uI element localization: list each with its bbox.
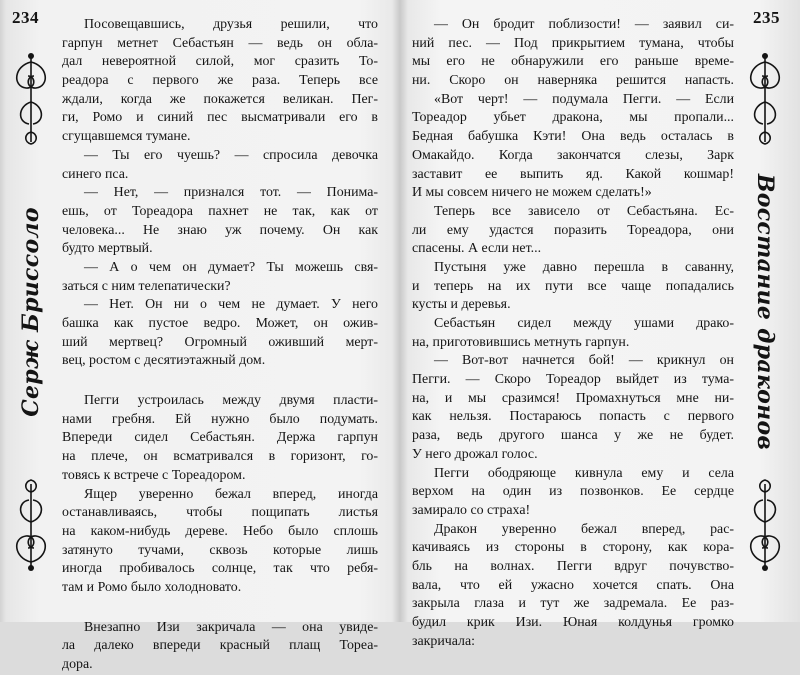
- text-line: и теперь на их пути все чаще попадались: [412, 278, 734, 294]
- text-line: Пегги ободряюще кивнула ему и села: [434, 465, 734, 481]
- text-line: гарпун метнет Себастьян — ведь он обла-: [62, 35, 378, 51]
- text-line: ли ему удастся поразить Тореадора, они: [412, 222, 734, 238]
- text-line: Пустыня уже давно перешла в саванну,: [434, 259, 734, 275]
- text-line: ешь, от Тореадора пахнет не так, как от: [62, 203, 378, 219]
- text-line: нами гребня. Ей нужно было подумать.: [62, 411, 378, 427]
- text-line: закричала:: [412, 633, 476, 649]
- text-line: Пегги устроилась между двумя пласти-: [84, 393, 378, 409]
- text-line: — Он бродит поблизости! — заявил си-: [434, 17, 734, 32]
- text-line: Омакайдо. Когда закончатся слезы, Зарк: [412, 147, 734, 163]
- text-line: будил крик Изи. Юная колдунья громко: [412, 615, 734, 630]
- text-line: — Нет, — признался тот. — Понима-: [84, 185, 378, 201]
- text-line: иногда пробивалось солнце, так что ребя-: [62, 561, 378, 577]
- right-page: [402, 0, 800, 649]
- page-number: 235: [753, 8, 780, 27]
- running-head-vertical: [2, 52, 60, 572]
- text-line: заставит ее выпить яд. Какой кошмар!: [412, 166, 734, 182]
- text-line: Себастьян сидел между ушами драко-: [434, 316, 734, 331]
- text-line: на, и мы сразимся! Промахнуться мне ни-: [412, 390, 734, 406]
- text-line: Теперь все зависело от Себастьяна. Ес-: [434, 203, 734, 219]
- text-line: дора.: [62, 657, 93, 672]
- text-line: сгущавшемся тумане.: [62, 129, 191, 145]
- text-line: дал невероятной силой, мог сразить То-: [62, 54, 378, 70]
- text-line: «Вот черт! — подумала Пегги. — Если: [434, 91, 734, 107]
- text-line: мы его не обнаружили его раньше време-: [412, 54, 734, 70]
- text-line: ший мертвец? Огромный оживший мерт-: [62, 334, 378, 350]
- text-line: затянуто тучами, сквозь которые лишь: [62, 542, 378, 558]
- text-line: заться с ним телепатически?: [62, 278, 231, 294]
- text-line: — Вот-вот начнется бой! — крикнул он: [434, 353, 734, 369]
- text-line: У него дрожал голос.: [412, 446, 538, 462]
- text-line: там и Ромо было холодновато.: [62, 579, 242, 595]
- text-line: как нельзя. Постараюсь попасть с первого: [412, 409, 734, 425]
- text-line: ний пес. — Под прикрытием тумана, чтобы: [412, 35, 734, 51]
- text-line: Ящер уверенно бежал вперед, иногда: [84, 486, 378, 502]
- running-head-vertical: [736, 52, 794, 572]
- paragraph-gap: [62, 371, 378, 392]
- text-line: вала, что ей ужасно хочется спать. Она: [412, 577, 734, 593]
- text-line: на каком-нибудь дереве. Небо было сплошь: [62, 523, 378, 539]
- text-line: на плече, он всматривался в горизонт, го-: [62, 449, 378, 465]
- text-line: — Нет. Он ни о чем не думает. У него: [84, 297, 378, 313]
- text-line: верхом на один из позвонков. Ее сердце: [412, 484, 734, 500]
- page-body-text: [412, 16, 734, 651]
- left-page: [0, 0, 398, 672]
- running-head-title: Восстание драконов: [752, 173, 778, 451]
- text-line: качиваясь из стороны в сторону, как кора-: [412, 540, 734, 556]
- paragraph-gap: [62, 598, 378, 619]
- text-line: ги, Ромо и синий пес высматривали его в: [62, 110, 378, 126]
- page-body-text: [62, 16, 378, 675]
- text-line: будто мертвый.: [62, 241, 153, 257]
- text-line: синего пса.: [62, 166, 129, 182]
- text-line: останавливаясь, чтобы пощипать листья: [62, 505, 378, 521]
- text-line: Тореадор убьет дракона, мы пропали...: [412, 110, 734, 126]
- text-line: ждали, когда же покажется великан. Пег-: [62, 91, 378, 107]
- text-line: раза, ведь другого шанса у же не будет.: [412, 428, 734, 444]
- text-line: человека... Не знаю уж почему. Он как: [62, 222, 378, 238]
- text-line: вец, ростом с десятиэтажный дом.: [62, 353, 266, 369]
- text-line: Посовещавшись, друзья решили, что: [84, 17, 378, 32]
- text-line: Дракон уверенно бежал вперед, рас-: [434, 521, 734, 537]
- running-head-author: Серж Бриссоло: [18, 207, 44, 417]
- text-line: Бедная бабушка Кэти! Она ведь осталась в: [412, 129, 734, 145]
- text-line: кусты и деревья.: [412, 297, 511, 313]
- text-line: И мы совсем ничего не можем сделать!»: [412, 185, 652, 201]
- text-line: товясь к встрече с Тореадором.: [62, 467, 246, 483]
- text-line: реадора с первого же раза. Теперь все: [62, 73, 378, 89]
- text-line: Впереди сидел Себастьян. Держа гарпун: [62, 430, 378, 446]
- text-line: закрыла глаза и тут же задремала. Ее раз-: [412, 596, 734, 612]
- text-line: — А о чем он думает? Ты можешь свя-: [84, 259, 378, 275]
- text-line: башка как пустое ведро. Может, он ожив-: [62, 316, 378, 331]
- text-line: — Ты его чуешь? — спросила девочка: [84, 147, 378, 163]
- text-line: ни. Скоро он наверняка решится напасть.: [412, 73, 734, 89]
- text-line: спасены. А если нет...: [412, 241, 542, 257]
- text-line: Пегги. — Скоро Тореадор выйдет из тума-: [412, 372, 734, 388]
- text-line: Внезапно Изи закричала — она увиде-: [84, 619, 378, 635]
- text-line: замирало со страха!: [412, 502, 531, 518]
- text-line: бль на волнах. Пегги вдруг почувство-: [412, 558, 734, 574]
- text-line: ла далеко впереди красный плащ Тореа-: [62, 638, 378, 654]
- page-number: 234: [12, 8, 39, 27]
- text-line: на, приготовившись метнуть гарпун.: [412, 334, 630, 350]
